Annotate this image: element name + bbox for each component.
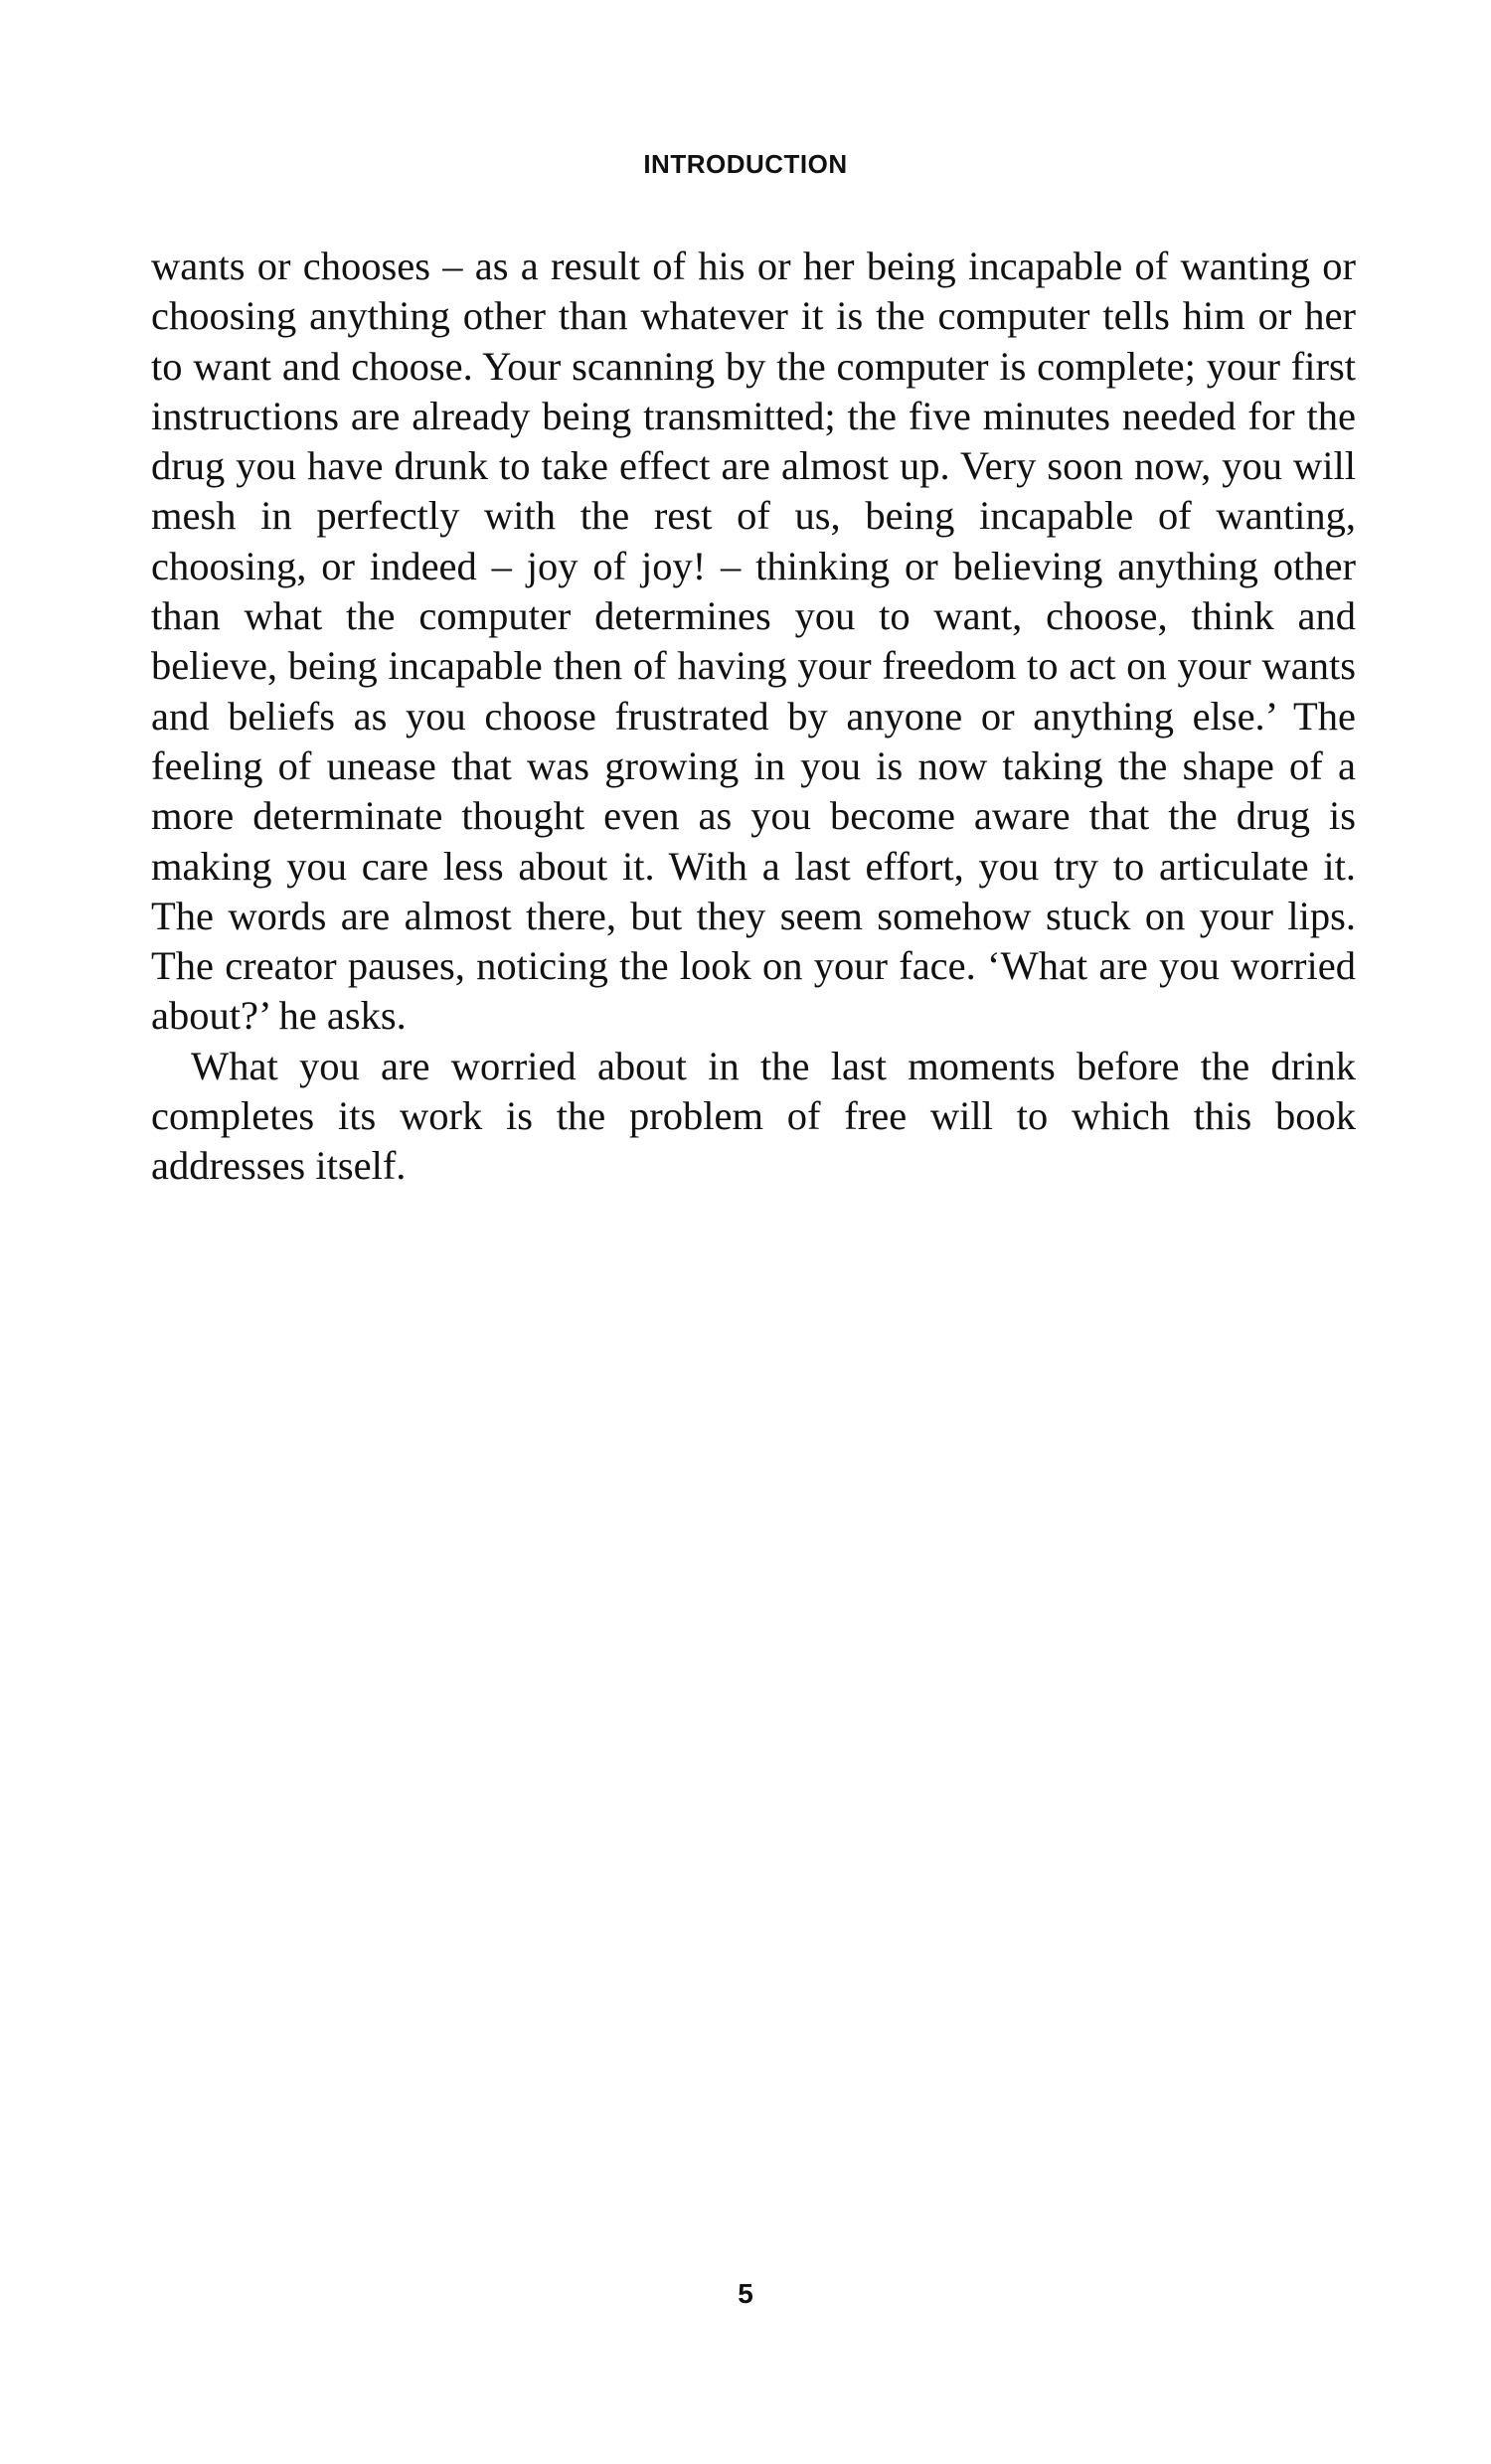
paragraph-continued: wants or chooses – as a result of his or her being incapable of wanting or choosing anything other than whatever it is the computer tells him or her to want and choose. Your scanning by the computer is complete; your first instructions are already being transmitted; the five minutes needed for the drug you have drunk to take effect are almost up. Very soon now, you will mesh in perfectly with the rest of us, being incapable of wanting, choosing, or indeed – joy of joy! – thinking or believing anything other than what the computer determines you to want, choose, think and believe, being incapable then of having your freedom to act on your wants and beliefs as you choose frustrated by anyone or anything else.’ The feeling of unease that was growing in you is now taking the shape of a more determinate thought even as you become aware that the drug is making you care less about it. With a last effort, you try to articulate it. The words are almost there, but they seem somehow stuck on your lips. The creator pauses, noticing the look on your face. ‘What are you worried about?’ he asks.	[151, 244, 1356, 1039]
page-number: 5	[738, 2278, 753, 2309]
paragraph-free-will: What you are worried about in the last moments before the drink completes its work is the problem of free will to which this book addresses itself.	[151, 1043, 1356, 1189]
running-head: INTRODUCTION	[643, 149, 848, 179]
body-text	[151, 242, 1356, 1192]
